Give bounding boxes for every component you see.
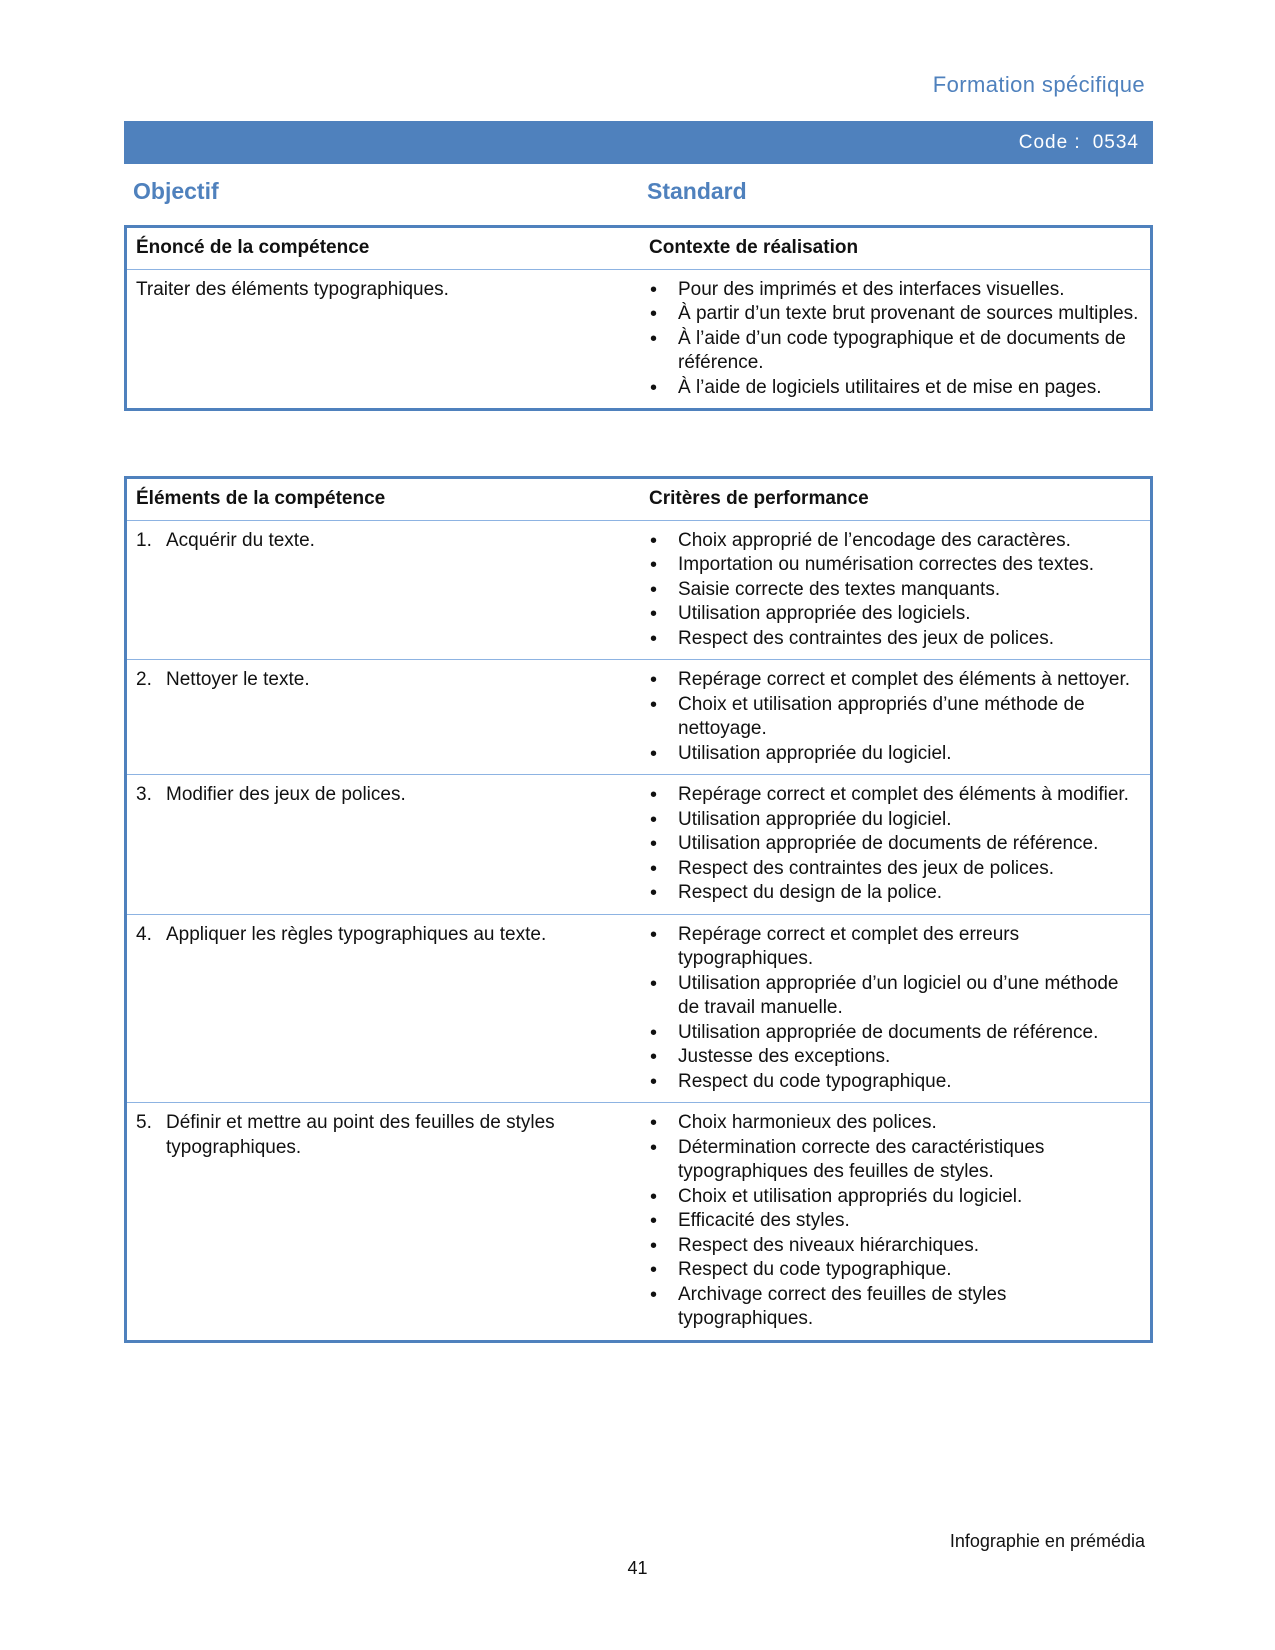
code-label: Code : — [1018, 131, 1081, 153]
criteria-heading: Critères de performance — [649, 488, 869, 509]
criteria-cell — [640, 660, 1152, 775]
element-text: Modifier des jeux de polices. — [166, 784, 406, 805]
element-cell — [126, 775, 641, 915]
element-cell — [126, 1103, 641, 1342]
element-row — [126, 660, 1152, 775]
competence-header-row — [126, 227, 1152, 270]
element-row — [126, 775, 1152, 915]
element-number: 5. — [136, 1112, 152, 1133]
criterion-item: • Respect du code typographique. — [678, 1258, 1141, 1283]
criterion-item: • Respect des contraintes des jeux de polices. — [678, 627, 1141, 652]
criteria-list — [649, 668, 1141, 766]
element-text: Acquérir du texte. — [166, 529, 315, 551]
context-item: • À l’aide de logiciels utilitaires et de mise en pages. — [678, 376, 1141, 401]
column-titles — [124, 178, 1153, 212]
criterion-item: • Choix et utilisation appropriés du logiciel. — [678, 1185, 1141, 1210]
competence-statement: Traiter des éléments typographiques. — [126, 269, 641, 410]
criterion-item: • Utilisation appropriée du logiciel. — [678, 808, 1141, 833]
criterion-item: • Repérage correct et complet des éléments à modifier. — [678, 783, 1141, 808]
competence-body-row — [126, 269, 1152, 410]
criterion-item: • Détermination correcte des caractéristiques typographiques des feuilles de styles. — [678, 1136, 1141, 1185]
element-text: Appliquer les règles typographiques au texte. — [166, 923, 547, 945]
criterion-item: • Repérage correct et complet des erreurs typographiques. — [678, 923, 1141, 972]
element-row — [126, 520, 1152, 660]
page-number: 41 — [627, 1558, 648, 1578]
criterion-item: • Repérage correct et complet des éléments à nettoyer. — [678, 668, 1141, 693]
element-cell — [126, 914, 641, 1103]
criteria-list — [649, 923, 1141, 1095]
element-cell — [126, 660, 641, 775]
element-row — [126, 1103, 1152, 1342]
element-cell — [126, 520, 641, 660]
context-item: • Pour des imprimés et des interfaces visuelles. — [678, 278, 1141, 303]
criterion-item: • Utilisation appropriée du logiciel. — [678, 742, 1141, 767]
element-number: 2. — [136, 669, 152, 690]
criteria-list — [649, 1111, 1141, 1332]
context-item: • À l’aide d’un code typographique et de documents de référence. — [678, 327, 1141, 376]
criterion-item: • Respect des contraintes des jeux de polices. — [678, 857, 1141, 882]
section-header: Formation spécifique — [932, 72, 1145, 97]
criterion-item: • Utilisation appropriée de documents de référence. — [678, 832, 1141, 857]
code-bar — [124, 121, 1153, 164]
criterion-item: • Importation ou numérisation correctes des textes. — [678, 553, 1141, 578]
criterion-item: • Respect du design de la police. — [678, 881, 1141, 906]
criterion-item: • Utilisation appropriée de documents de référence. — [678, 1021, 1141, 1046]
element-number: 1. — [136, 529, 152, 551]
criterion-item: • Utilisation appropriée d’un logiciel ou d’une méthode de travail manuelle. — [678, 972, 1141, 1021]
element-text: Définir et mettre au point des feuilles de styles typographiques. — [166, 1112, 555, 1158]
criterion-item: • Utilisation appropriée des logiciels. — [678, 602, 1141, 627]
context-list — [649, 278, 1141, 401]
footer-program: Infographie en prémédia — [949, 1531, 1145, 1551]
context-cell — [640, 269, 1152, 410]
elements-heading: Éléments de la compétence — [136, 488, 386, 509]
context-heading: Contexte de réalisation — [649, 237, 859, 258]
criterion-item: • Respect du code typographique. — [678, 1070, 1141, 1095]
criteria-list — [649, 783, 1141, 906]
criterion-item: • Choix harmonieux des polices. — [678, 1111, 1141, 1136]
criterion-item: • Efficacité des styles. — [678, 1209, 1141, 1234]
competence-table — [124, 225, 1153, 411]
element-number: 3. — [136, 784, 152, 805]
criteria-cell — [640, 520, 1152, 660]
criterion-item: • Justesse des exceptions. — [678, 1045, 1141, 1070]
elements-table — [124, 476, 1153, 1343]
criterion-item: • Archivage correct des feuilles de styles typographiques. — [678, 1283, 1141, 1332]
criterion-item: • Respect des niveaux hiérarchiques. — [678, 1234, 1141, 1259]
criterion-item: • Saisie correcte des textes manquants. — [678, 578, 1141, 603]
element-text: Nettoyer le texte. — [166, 669, 310, 690]
code-value: 0534 — [1092, 131, 1139, 153]
context-item: • À partir d’un texte brut provenant de sources multiples. — [678, 302, 1141, 327]
objective-title: Objectif — [133, 178, 219, 204]
criteria-list — [649, 529, 1141, 652]
element-row — [126, 914, 1152, 1103]
criterion-item: • Choix approprié de l’encodage des caractères. — [678, 529, 1141, 554]
criteria-cell — [640, 775, 1152, 915]
criterion-item: • Choix et utilisation appropriés d’une méthode de nettoyage. — [678, 693, 1141, 742]
standard-title: Standard — [647, 178, 747, 204]
criteria-cell — [640, 914, 1152, 1103]
elements-header-row — [126, 478, 1152, 521]
element-number: 4. — [136, 923, 152, 945]
statement-heading: Énoncé de la compétence — [136, 237, 370, 258]
criteria-cell — [640, 1103, 1152, 1342]
